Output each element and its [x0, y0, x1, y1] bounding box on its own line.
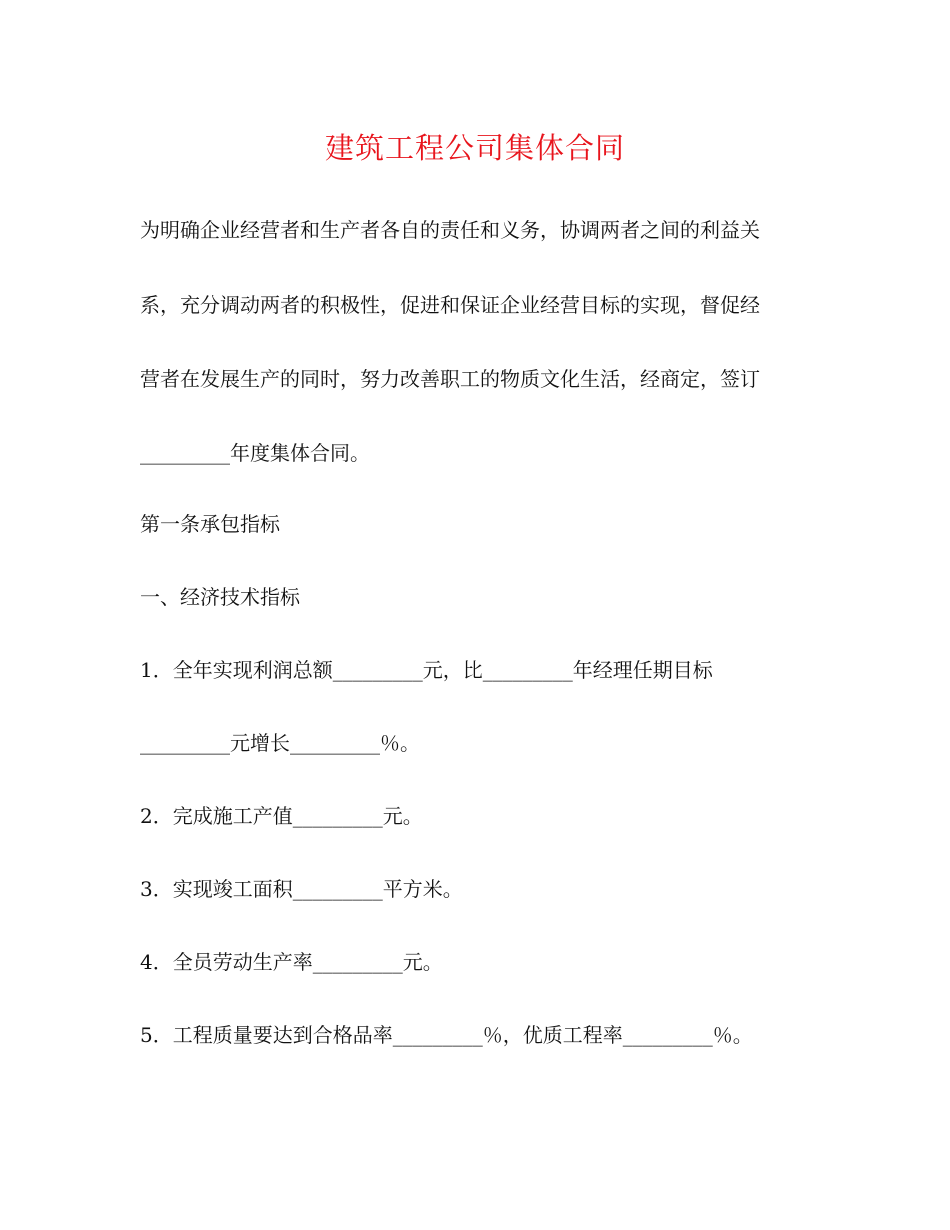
- section-heading: 第一条承包指标: [140, 512, 280, 536]
- paragraph-line: 营者在发展生产的同时，努力改善职工的物质文化生活，经商定，签订: [140, 367, 760, 391]
- subsection-heading: 一、经济技术指标: [140, 585, 300, 609]
- document-title: 建筑工程公司集体合同: [324, 131, 625, 165]
- list-item: 5．工程质量要达到合格品率_________％，优质工程率_________％。: [140, 1023, 753, 1047]
- paragraph-line: 为明确企业经营者和生产者各自的责任和义务，协调两者之间的利益关: [140, 218, 760, 242]
- list-item: 4．全员劳动生产率_________元。: [140, 950, 443, 974]
- paragraph-line: _________年度集体合同。: [140, 441, 370, 465]
- list-item: 3．实现竣工面积_________平方米。: [140, 877, 463, 901]
- paragraph-line: 系，充分调动两者的积极性，促进和保证企业经营目标的实现，督促经: [140, 293, 760, 317]
- list-item: 2．完成施工产值_________元。: [140, 804, 423, 828]
- list-item-continuation: _________元增长_________％。: [140, 731, 420, 755]
- list-item: 1．全年实现利润总额_________元，比_________年经理任期目标: [140, 658, 713, 682]
